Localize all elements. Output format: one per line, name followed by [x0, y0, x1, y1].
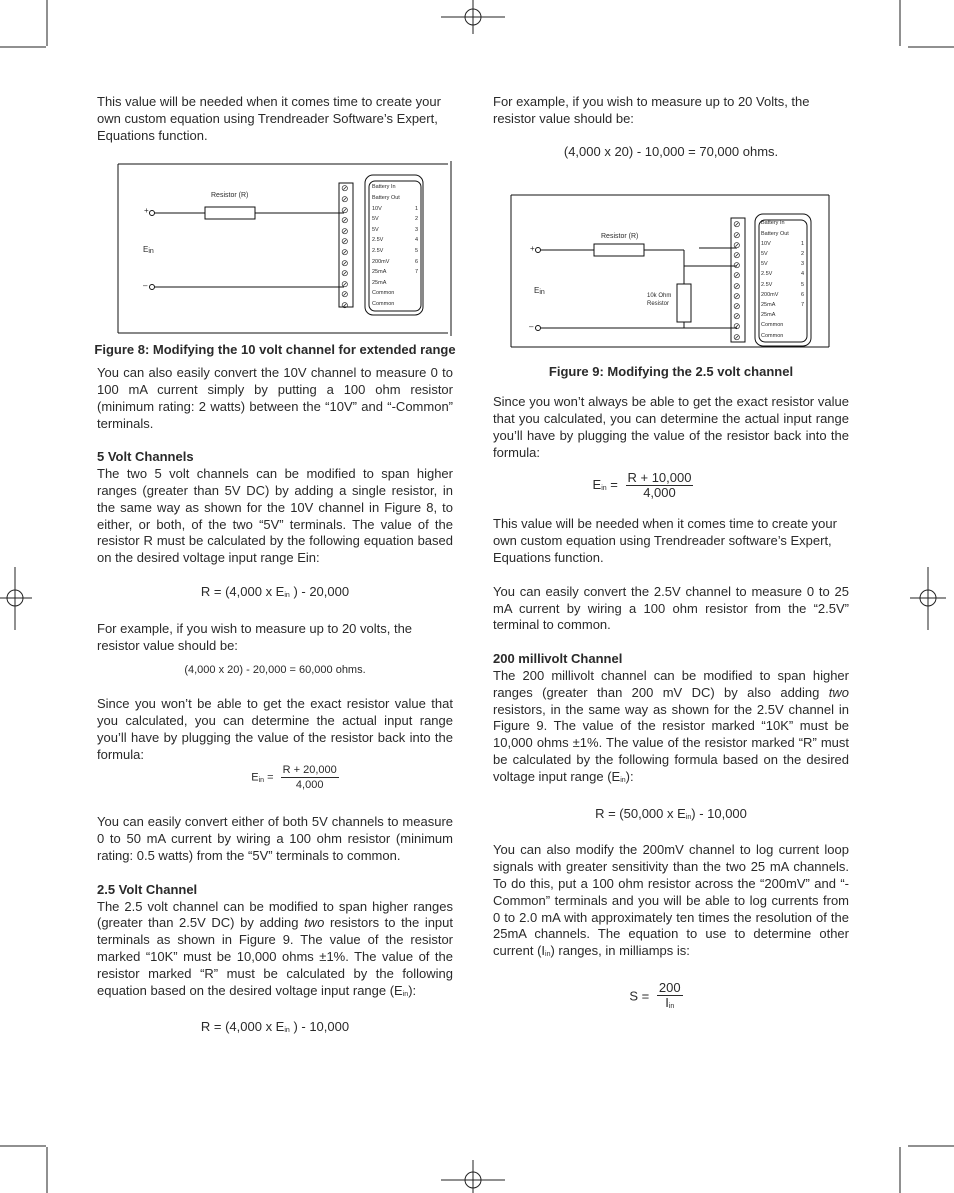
terminal-label: 2.5V [372, 247, 384, 254]
terminal-screw-icon: ⊘ [341, 299, 349, 310]
terminal-label: 5V [372, 226, 379, 233]
terminal-screw-icon: ⊘ [341, 246, 349, 257]
equation-2-5v: R = (4,000 x Ein ) - 10,000 [200, 1019, 350, 1035]
paragraph-since-5v: Since you won’t be able to get the exact resistor value that you calculated, you can determine the actual input range you’ll have by plugging the value of the resistor back into the formula: [97, 696, 453, 762]
paragraph-convert-5v: You can easily convert either of both 5V channels to measure 0 to 50 mA current by wiring a 100 ohm resistor (minimum rating: 0.5 watts) from the “5V” terminals to common. [97, 814, 453, 863]
terminal-number: 4 [801, 271, 805, 278]
fraction: $\frac{R + 20,000}{4,000}$ [282, 764, 337, 792]
fraction: $\frac{R + 10,000}{4,000}$ [627, 470, 692, 501]
terminal-screw-icon: ⊘ [341, 278, 349, 289]
terminal-label: 5V [372, 216, 379, 223]
equation-5v: R = (4,000 x Ein ) - 20,000 [200, 583, 350, 599]
resistor-label: Resistor (R) [211, 192, 249, 200]
terminal-label: Common [761, 322, 784, 329]
terminal-label: 200mV [372, 258, 390, 265]
terminal-screw-icon: ⊘ [341, 183, 349, 194]
terminal-screw-icon: ⊘ [341, 257, 349, 268]
figure-8 [115, 161, 455, 336]
paragraph-2-5-volt: The 2.5 volt channel can be modified to span higher ranges (greater than 2.5V DC) by adding two resistors to the input terminals as shown in Figure 9. The value of the resistor marked “10K” must be 10,000 ohms ±1%. The value of the resistor marked “R” must be calculated by the following equation based on the desired voltage input range (Ein): [97, 898, 454, 998]
terminal-screw-icon: ⊘ [341, 236, 349, 247]
terminal-screw-icon: ⊘ [341, 225, 349, 236]
equation-ein-5v: Ein = $\frac{R + 20,000}{4,000}$ [251, 764, 337, 792]
equation-example-2-5v: (4,000 x 20) - 10,000 = 70,000 ohms. [563, 143, 779, 159]
paragraph-value-needed: This value will be needed when it comes time to create your own custom equation using Trendreader software’s Expert, Equations function. [493, 516, 837, 565]
10k-resistor-label-1: 10k Ohm [647, 293, 672, 300]
terminal-number: 2 [801, 250, 805, 257]
terminal-screw-icon: ⊘ [733, 280, 741, 291]
figure-9-caption: Figure 9: Modifying the 2.5 volt channel [548, 364, 794, 380]
resistor-label: Resistor (R) [601, 233, 639, 241]
terminal-number: 6 [801, 291, 805, 298]
terminal-screw-icon: ⊘ [733, 311, 741, 322]
terminal-screw-icon: ⊘ [733, 270, 741, 281]
terminal-label: 5V [761, 261, 768, 268]
terminal-label: 25mA [372, 279, 387, 286]
equation-200mv: R = (50,000 x Ein) - 10,000 [595, 805, 747, 821]
terminal-number: 2 [415, 216, 419, 223]
equation-ein-2-5v: Ein = $\frac{R + 10,000}{4,000}$ [592, 470, 692, 501]
terminal-screw-icon: ⊘ [733, 300, 741, 311]
terminal-label: Battery In [761, 220, 785, 227]
terminal-label: 10V [761, 240, 771, 247]
fraction: $\frac{200}{\text{Iin}}$ [658, 979, 681, 1010]
terminal-number: 1 [415, 205, 419, 212]
terminal-label: 2.5V [761, 281, 773, 288]
terminal-number: 4 [415, 237, 419, 244]
paragraph-example-5v: For example, if you wish to measure up to 20 volts, the resistor value should be: [97, 620, 413, 653]
terminal-label: Battery Out [761, 230, 789, 237]
paragraph-10v-current: You can also easily convert the 10V channel to measure 0 to 100 mA current simply by putting a 100 ohm resistor (minimum rating: 2 watts) between the “10V” and “-Common” terminals. [97, 365, 453, 431]
terminal-number: 5 [801, 281, 805, 288]
terminal-screw-icon: ⊘ [733, 239, 741, 250]
ein-label: Ein [143, 245, 154, 256]
terminal-label: Battery Out [372, 194, 400, 201]
terminal-screw-icon: ⊘ [341, 215, 349, 226]
terminal-screw-icon: ⊘ [341, 204, 349, 215]
terminal-label: 2.5V [761, 271, 773, 278]
terminal-screw-icon: ⊘ [733, 260, 741, 271]
registration-mark-bottom [441, 1160, 505, 1193]
terminal-screw-icon: ⊘ [733, 219, 741, 230]
terminal-label: 2.5V [372, 237, 384, 244]
terminal-screw-icon: ⊘ [733, 229, 741, 240]
intro-paragraph: This value will be needed when it comes time to create your own custom equation using Trendreader Software’s Expert, Equations function. [97, 94, 441, 143]
terminal-number: 5 [415, 247, 419, 254]
registration-mark-top [441, 0, 505, 34]
terminal-label: Battery In [372, 184, 396, 191]
paragraph-200-millivolt: The 200 millivolt channel can be modified to span higher ranges (greater than 200 mV DC) by also adding two resistors, in the same way as shown for the 2.5V channel in Figure 9. The value of the resistor marked “10K” must be 10,000 ohms ±1%. The value of the resistor marked “R” must be calculated by the following formula based on the desired voltage input range (Ein): [493, 667, 849, 784]
10k-resistor-label-2: Resistor [647, 301, 670, 308]
terminal-screw-icon: ⊘ [341, 289, 349, 300]
left-column [94, 94, 456, 1039]
heading-2-5-volt: 2.5 Volt Channel [97, 881, 198, 897]
paragraph-example-2-5v: For example, if you wish to measure up to 20 Volts, the resistor value should be: [493, 94, 810, 126]
terminal-screw-icon: ⊘ [341, 268, 349, 279]
paragraph-convert-2-5v: You can easily convert the 2.5V channel to measure 0 to 25 mA current by wiring a 100 ohm resistor from the “2.5V” terminal to common. [493, 583, 849, 633]
paragraph-since-2-5v: Since you won’t always be able to get the exact resistor value that you calculated, you can determine the actual input range you’ll have by plugging the value of the resistor back into the formula: [493, 394, 849, 460]
terminal-number: 1 [801, 240, 805, 247]
minus-label: – [143, 281, 148, 291]
terminal-screw-icon: ⊘ [733, 290, 741, 301]
plus-label: + [144, 206, 149, 216]
figure-8-caption: Figure 8: Modifying the 10 volt channel for extended range [94, 342, 456, 358]
equation-s: S = $\frac{200}{\text{Iin}}$ [463, 981, 849, 1013]
ein-label: Ein [534, 286, 545, 297]
minus-label: – [529, 322, 534, 332]
terminal-number: 3 [415, 226, 419, 233]
paragraph-log-current: You can also modify the 200mV channel to log current loop signals with greater sensitivity than the two 25 mA channels. To do this, put a 100 ohm resistor across the “200mV” and “-Common” terminals and you will be able to log currents from 0 to 2.0 mA with approximately ten times the resolution of the 25mA channels. The equation to use to determine other current (Iin) ranges, in milliamps is: [493, 842, 849, 959]
terminal-screw-icon: ⊘ [733, 321, 741, 332]
terminal-label: 5V [761, 250, 768, 257]
terminal-label: 200mV [761, 291, 779, 298]
terminal-label: Common [372, 290, 395, 297]
terminal-label: Common [372, 300, 395, 307]
terminal-number: 7 [801, 301, 805, 308]
terminal-screw-icon: ⊘ [341, 193, 349, 204]
terminal-label: 10V [372, 205, 382, 212]
plus-label: + [530, 244, 535, 254]
terminal-label: 25mA [372, 269, 387, 276]
terminal-label: Common [761, 332, 784, 339]
registration-mark-left [0, 567, 32, 630]
terminal-label: 25mA [761, 301, 776, 308]
figure-8-diagram [115, 161, 455, 336]
terminal-number: 6 [415, 258, 419, 265]
terminal-screw-icon: ⊘ [733, 331, 741, 342]
terminal-label: 25mA [761, 312, 776, 319]
terminal-number: 3 [801, 261, 805, 268]
heading-200-millivolt: 200 millivolt Channel [493, 651, 623, 667]
terminal-screw-icon: ⊘ [733, 249, 741, 260]
figure-9 [509, 192, 831, 352]
paragraph-5-volt: The two 5 volt channels can be modified to span higher ranges (greater than 5V DC) by adding a single resistor, in the same way as shown for the 10V channel in Figure 8, to either, or both, of the two “5V” terminals. The value of the resistor R must be calculated by the following equation based on the desired voltage input range Ein: [97, 466, 453, 566]
registration-mark-right [910, 567, 946, 630]
right-column [493, 94, 849, 1013]
equation-example-5v: (4,000 x 20) - 20,000 = 60,000 ohms. [184, 664, 366, 677]
terminal-number: 7 [415, 269, 419, 276]
heading-5-volt: 5 Volt Channels [97, 449, 194, 465]
